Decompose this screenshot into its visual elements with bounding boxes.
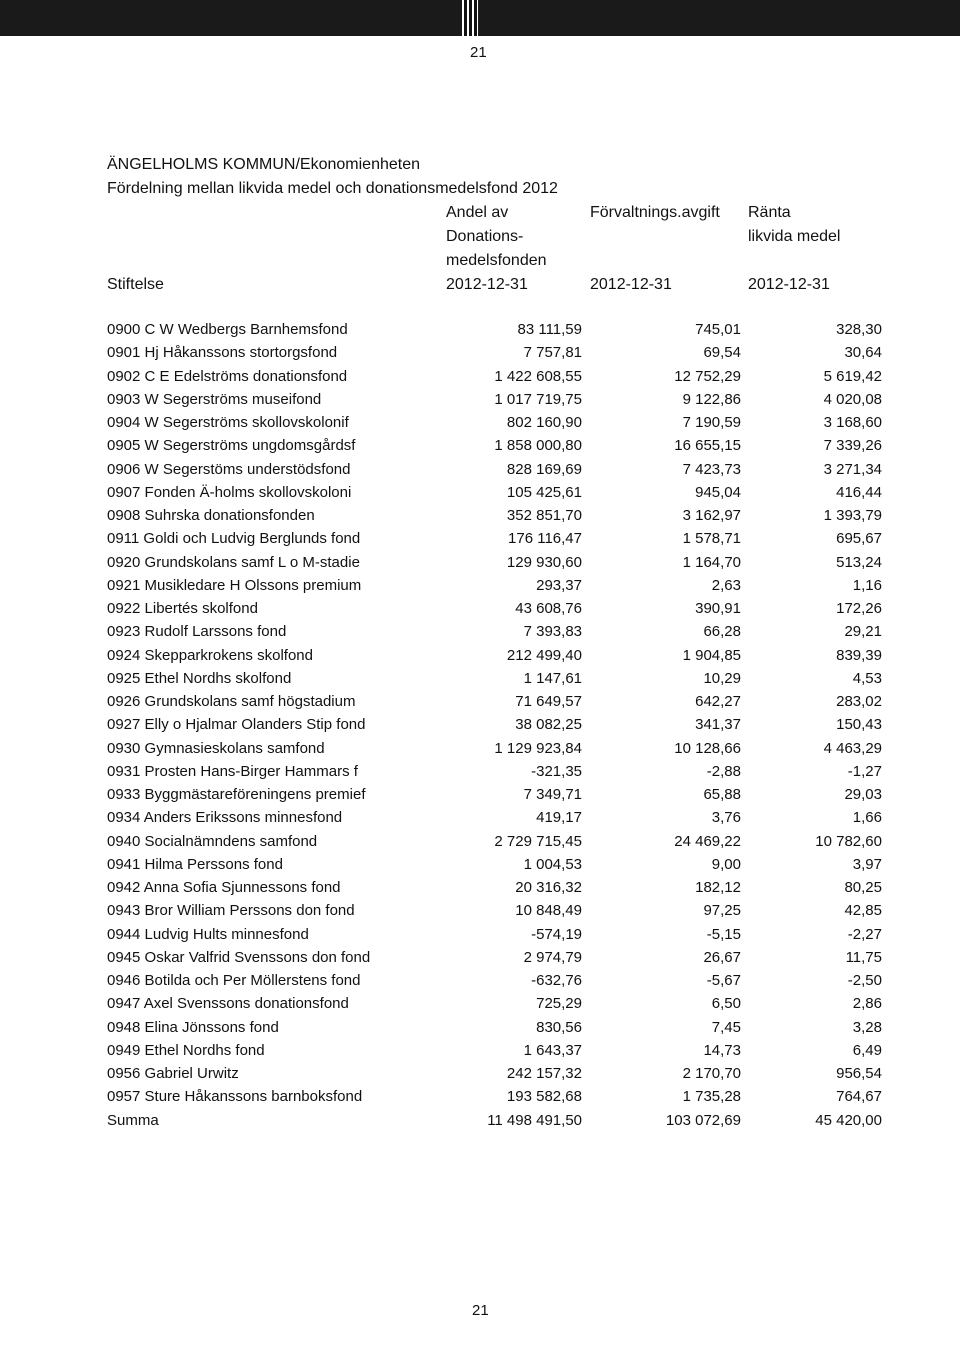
fund-name: 0931 Prosten Hans-Birger Hammars f xyxy=(107,762,358,780)
admin-fee-value: 1 578,71 xyxy=(682,530,741,548)
fund-name: 0923 Rudolf Larssons fond xyxy=(107,623,287,641)
share-value: -632,76 xyxy=(531,972,582,989)
admin-fee-value: -5,67 xyxy=(706,972,741,989)
header-col3-line2: likvida medel xyxy=(748,228,841,245)
interest-value: 42,85 xyxy=(844,902,882,920)
admin-fee-value: 3 162,97 xyxy=(682,507,741,524)
table-row xyxy=(107,946,897,969)
interest-value: 10 782,60 xyxy=(815,832,882,850)
share-value: 352 851,70 xyxy=(506,507,582,524)
interest-value: 45 420,00 xyxy=(815,1111,882,1129)
interest-value: 764,67 xyxy=(836,1088,882,1106)
admin-fee-value: 16 655,15 xyxy=(674,437,741,455)
interest-value: 5 619,42 xyxy=(823,367,882,385)
fund-name: 0956 Gabriel Urwitz xyxy=(107,1065,239,1082)
fund-name: 0944 Ludvig Hults minnesfond xyxy=(107,925,309,943)
share-value: 20 316,32 xyxy=(515,879,582,896)
table-row xyxy=(107,318,897,341)
share-value: 2 729 715,45 xyxy=(494,832,582,850)
share-value: 105 425,61 xyxy=(506,483,582,501)
interest-value: 3,28 xyxy=(852,1018,882,1036)
admin-fee-value: 9,00 xyxy=(711,855,741,873)
admin-fee-value: 642,27 xyxy=(695,693,741,710)
fund-name: 0922 Libertés skolfond xyxy=(107,600,258,617)
admin-fee-value: 390,91 xyxy=(695,600,741,617)
admin-fee-value: 65,88 xyxy=(703,786,741,803)
fund-name: 0945 Oskar Valfrid Svenssons don fond xyxy=(107,948,371,966)
header-col3-date: 2012-12-31 xyxy=(748,276,830,293)
fund-name: 0906 W Segerstöms understödsfond xyxy=(107,460,351,478)
share-value: 176 116,47 xyxy=(508,530,582,548)
interest-value: -1,27 xyxy=(847,762,882,780)
admin-fee-value: 10,29 xyxy=(703,669,741,687)
fund-name: 0903 W Segerströms museifond xyxy=(107,390,322,408)
table-row xyxy=(107,388,897,411)
table-row xyxy=(107,667,897,690)
fund-name: Summa xyxy=(107,1111,159,1129)
fund-name: 0933 Byggmästareföreningens premief xyxy=(107,786,366,803)
table-row xyxy=(107,1016,897,1039)
fund-name: 0904 W Segerströms skollovskolonif xyxy=(107,414,349,431)
table-row xyxy=(107,969,897,992)
interest-value: 695,67 xyxy=(836,530,882,548)
header-col1-line3: medelsfonden xyxy=(446,252,547,269)
admin-fee-value: -2,88 xyxy=(706,762,741,780)
fund-name: 0927 Elly o Hjalmar Olanders Stip fond xyxy=(107,716,366,734)
table-row xyxy=(107,481,897,504)
interest-value: 29,21 xyxy=(844,623,882,641)
share-value: 830,56 xyxy=(536,1018,582,1036)
table-row xyxy=(107,806,897,829)
share-value: -321,35 xyxy=(531,762,582,780)
share-value: 1 147,61 xyxy=(523,669,582,687)
table-row xyxy=(107,923,897,946)
admin-fee-value: 7,45 xyxy=(711,1018,741,1036)
interest-value: 1,66 xyxy=(852,809,882,827)
admin-fee-value: 341,37 xyxy=(695,716,741,734)
fund-name: 0934 Anders Erikssons minnesfond xyxy=(107,809,343,827)
document-subtitle: Fördelning mellan likvida medel och donationsmedelsfond 2012 xyxy=(107,180,558,197)
fund-name: 0907 Fonden Ä-holms skollovskoloni xyxy=(107,483,352,501)
interest-value: 416,44 xyxy=(836,483,882,501)
share-value: 1 004,53 xyxy=(523,855,582,873)
fund-table-body xyxy=(107,318,897,1132)
share-value: 129 930,60 xyxy=(506,553,582,571)
share-value: 10 848,49 xyxy=(515,902,582,920)
interest-value: 283,02 xyxy=(836,693,882,710)
table-row xyxy=(107,737,897,760)
header-col1-date: 2012-12-31 xyxy=(446,276,528,293)
admin-fee-value: 1 904,85 xyxy=(682,646,741,664)
fund-name: 0930 Gymnasieskolans samfond xyxy=(107,739,325,757)
fund-name: 0946 Botilda och Per Möllerstens fond xyxy=(107,972,361,989)
admin-fee-value: 1 735,28 xyxy=(682,1088,741,1106)
admin-fee-value: 10 128,66 xyxy=(674,739,741,757)
interest-value: 3 271,34 xyxy=(823,460,882,478)
table-row xyxy=(107,551,897,574)
table-row xyxy=(107,760,897,783)
fund-name: 0940 Socialnämndens samfond xyxy=(107,832,318,850)
share-value: 1 422 608,55 xyxy=(494,367,582,385)
share-value: 419,17 xyxy=(536,809,582,827)
share-value: 2 974,79 xyxy=(523,948,582,966)
interest-value: 3 168,60 xyxy=(823,414,882,431)
table-row xyxy=(107,992,897,1015)
header-col1-line1: Andel av xyxy=(446,204,509,221)
fund-name: 0948 Elina Jönssons fond xyxy=(107,1018,279,1036)
admin-fee-value: 2 170,70 xyxy=(682,1065,741,1082)
interest-value: 80,25 xyxy=(844,879,882,896)
fund-name: 0926 Grundskolans samf högstadium xyxy=(107,693,356,710)
share-value: 828 169,69 xyxy=(506,460,582,478)
admin-fee-value: 7 423,73 xyxy=(682,460,741,478)
table-row xyxy=(107,1039,897,1062)
admin-fee-value: 14,73 xyxy=(703,1041,741,1059)
interest-value: 4 020,08 xyxy=(823,390,882,408)
table-row xyxy=(107,1085,897,1108)
interest-value: 6,49 xyxy=(852,1041,882,1059)
scan-header-bar xyxy=(0,0,960,36)
table-row xyxy=(107,1062,897,1085)
share-value: 242 157,32 xyxy=(506,1065,582,1082)
admin-fee-value: -5,15 xyxy=(706,925,741,943)
fund-name: 0947 Axel Svenssons donationsfond xyxy=(107,995,349,1013)
admin-fee-value: 103 072,69 xyxy=(665,1111,741,1129)
table-row xyxy=(107,876,897,899)
fund-name: 0925 Ethel Nordhs skolfond xyxy=(107,669,292,687)
admin-fee-value: 945,04 xyxy=(695,483,741,501)
header-col2-date: 2012-12-31 xyxy=(590,276,672,293)
admin-fee-value: 182,12 xyxy=(695,879,741,896)
share-value: 38 082,25 xyxy=(515,716,582,734)
share-value: 7 393,83 xyxy=(523,623,582,641)
share-value: 1 858 000,80 xyxy=(494,437,582,455)
table-row xyxy=(107,504,897,527)
admin-fee-value: 24 469,22 xyxy=(674,832,741,850)
table-row xyxy=(107,458,897,481)
table-row xyxy=(107,365,897,388)
header-col3-line1: Ränta xyxy=(748,204,791,221)
interest-value: 1 393,79 xyxy=(823,507,882,524)
fund-name: 0941 Hilma Perssons fond xyxy=(107,855,283,873)
header-col2-line1: Förvaltnings.avgift xyxy=(590,204,720,221)
interest-value: -2,27 xyxy=(847,925,882,943)
admin-fee-value: 2,63 xyxy=(711,576,741,594)
share-value: 83 111,59 xyxy=(517,321,582,338)
interest-value: 11,75 xyxy=(845,948,882,966)
page-number-top: 21 xyxy=(470,44,487,61)
interest-value: 29,03 xyxy=(844,786,882,803)
table-row xyxy=(107,690,897,713)
admin-fee-value: 745,01 xyxy=(695,321,741,338)
share-value: -574,19 xyxy=(531,925,582,943)
fund-name: 0924 Skepparkrokens skolfond xyxy=(107,646,313,664)
table-row xyxy=(107,853,897,876)
share-value: 725,29 xyxy=(536,995,582,1013)
admin-fee-value: 6,50 xyxy=(711,995,741,1013)
interest-value: 172,26 xyxy=(836,600,882,617)
interest-value: 328,30 xyxy=(836,321,882,338)
table-row xyxy=(107,713,897,736)
table-row xyxy=(107,644,897,667)
fund-name: 0901 Hj Håkanssons stortorgsfond xyxy=(107,344,338,362)
table-row xyxy=(107,434,897,457)
share-value: 802 160,90 xyxy=(506,414,582,431)
interest-value: 3,97 xyxy=(852,855,882,873)
admin-fee-value: 9 122,86 xyxy=(682,390,741,408)
admin-fee-value: 97,25 xyxy=(703,902,741,920)
table-row xyxy=(107,527,897,550)
interest-value: 956,54 xyxy=(836,1065,882,1082)
share-value: 1 643,37 xyxy=(523,1041,582,1059)
table-row xyxy=(107,620,897,643)
fund-name: 0942 Anna Sofia Sjunnessons fond xyxy=(107,879,341,896)
table-row xyxy=(107,574,897,597)
fund-name: 0943 Bror William Perssons don fond xyxy=(107,902,355,920)
interest-value: 30,64 xyxy=(844,344,882,362)
interest-value: 1,16 xyxy=(852,576,882,594)
table-row xyxy=(107,783,897,806)
interest-value: 4 463,29 xyxy=(823,739,882,757)
page-number-bottom: 21 xyxy=(472,1302,489,1319)
share-value: 212 499,40 xyxy=(506,646,582,664)
interest-value: 513,24 xyxy=(836,553,882,571)
share-value: 7 349,71 xyxy=(523,786,582,803)
share-value: 71 649,57 xyxy=(515,693,582,710)
interest-value: -2,50 xyxy=(847,972,882,989)
share-value: 1 017 719,75 xyxy=(494,390,582,408)
share-value: 11 498 491,50 xyxy=(487,1111,582,1129)
admin-fee-value: 7 190,59 xyxy=(682,414,741,431)
fund-name: 0920 Grundskolans samf L o M-stadie xyxy=(107,553,360,571)
table-row xyxy=(107,341,897,364)
header-col0: Stiftelse xyxy=(107,276,164,293)
share-value: 293,37 xyxy=(536,576,582,594)
admin-fee-value: 12 752,29 xyxy=(674,367,741,385)
table-row xyxy=(107,899,897,922)
table-row xyxy=(107,597,897,620)
admin-fee-value: 3,76 xyxy=(711,809,741,827)
interest-value: 4,53 xyxy=(852,669,882,687)
share-value: 193 582,68 xyxy=(506,1088,582,1106)
table-row xyxy=(107,830,897,853)
interest-value: 2,86 xyxy=(852,995,882,1013)
admin-fee-value: 26,67 xyxy=(703,948,741,966)
admin-fee-value: 1 164,70 xyxy=(682,553,741,571)
scan-header-gap xyxy=(462,0,478,36)
table-row xyxy=(107,411,897,434)
fund-name: 0949 Ethel Nordhs fond xyxy=(107,1041,265,1059)
fund-name: 0911 Goldi och Ludvig Berglunds fond xyxy=(107,530,361,548)
fund-name: 0908 Suhrska donationsfonden xyxy=(107,507,315,524)
fund-name: 0957 Sture Håkanssons barnboksfond xyxy=(107,1088,363,1106)
interest-value: 150,43 xyxy=(836,716,882,734)
header-col1-line2: Donations- xyxy=(446,228,524,245)
admin-fee-value: 69,54 xyxy=(703,344,741,362)
table-total-row xyxy=(107,1109,897,1132)
share-value: 1 129 923,84 xyxy=(494,739,582,757)
fund-name: 0905 W Segerströms ungdomsgårdsf xyxy=(107,437,356,455)
fund-name: 0921 Musikledare H Olssons premium xyxy=(107,576,362,594)
share-value: 43 608,76 xyxy=(515,600,582,617)
document-title: ÄNGELHOLMS KOMMUN/Ekonomienheten xyxy=(107,156,420,173)
fund-name: 0900 C W Wedbergs Barnhemsfond xyxy=(107,321,348,338)
admin-fee-value: 66,28 xyxy=(703,623,741,641)
interest-value: 7 339,26 xyxy=(823,437,882,455)
interest-value: 839,39 xyxy=(836,646,882,664)
share-value: 7 757,81 xyxy=(523,344,582,362)
fund-name: 0902 C E Edelströms donationsfond xyxy=(107,367,348,385)
